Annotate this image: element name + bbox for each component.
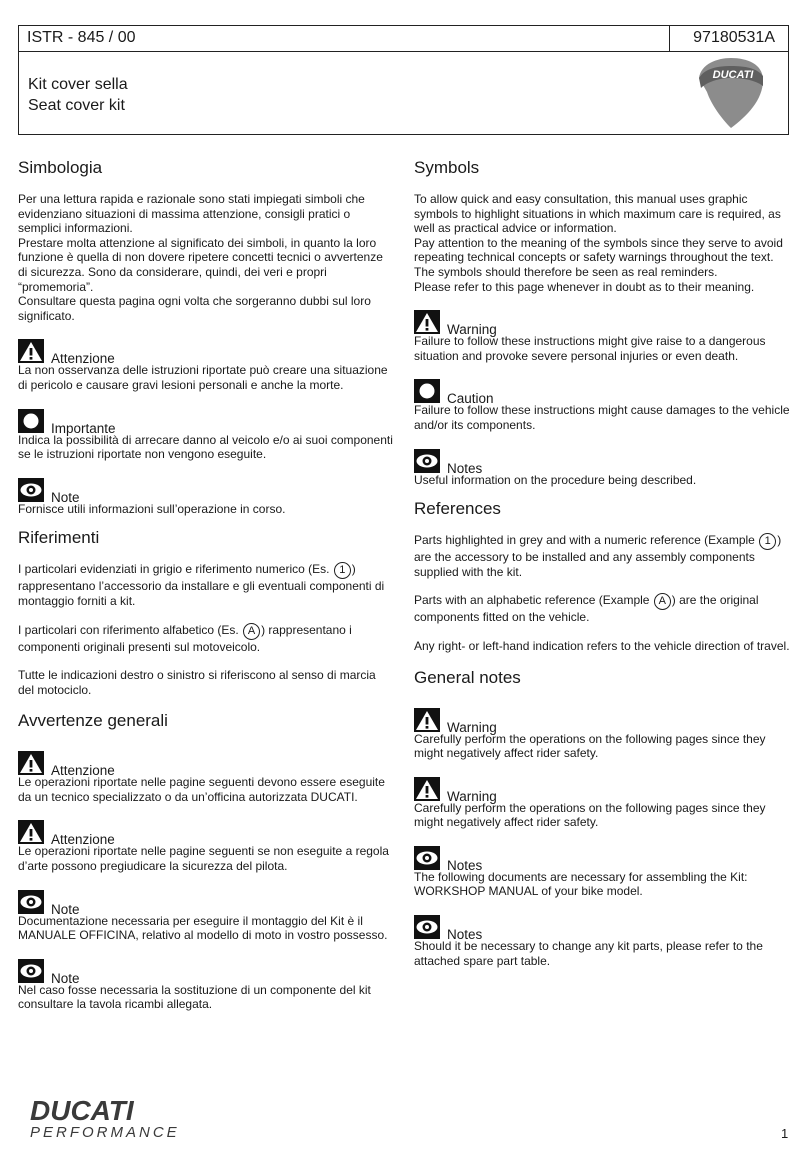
symbol-label: Warning [447, 719, 497, 735]
ducati-shield-logo [695, 56, 767, 128]
warning-icon [18, 339, 44, 363]
eye-icon [18, 959, 44, 983]
symbol-text: Nel caso fosse necessaria la sostituzione di un componente del kit consultare la tavola ricambi allegata. [18, 982, 371, 1012]
paragraph: Parts with an alphabetic reference (Example A ) are the original components fitted on the vehicle. [414, 593, 759, 625]
symbol-block-note [18, 476, 394, 517]
symbol-text: Should it be necessary to change any kit parts, please refer to the attached spare part table. [414, 939, 763, 968]
symbol-label: Attenzione [51, 832, 115, 848]
paragraph: Consultare questa pagina ogni volta che sorgeranno dubbi sul loro significato. [18, 294, 371, 323]
symbol-block-notes [414, 447, 790, 488]
symbol-label: Importante [51, 420, 116, 436]
symbol-block-notes-1 [414, 844, 790, 899]
symbol-block-warning [414, 308, 790, 363]
reference-circle-number: 1 [759, 533, 776, 550]
symbol-text: Documentazione necessaria per eseguire il montaggio del Kit è il MANUALE OFFICINA, relativo al modello di moto in vostro possesso. [18, 913, 388, 943]
footer-brand-text: DUCATI [30, 1095, 134, 1126]
section-title-references: References [414, 499, 501, 519]
reference-circle-letter: A [654, 593, 671, 610]
kit-title-it: Kit cover sella [28, 76, 128, 93]
part-number: 97180531A [693, 29, 775, 46]
paragraph: Pay attention to the meaning of the symbols since they serve to avoid repeating technical concepts or safety warnings throughout the text. The symbols should therefore be seen as real reminders. [414, 235, 783, 279]
symbol-text: Le operazioni riportate nelle pagine seguenti devono essere eseguite da un tecnico specializzato o da un’officina autorizzata DUCATI. [18, 775, 385, 804]
eye-icon [18, 478, 44, 502]
paragraph: I particolari con riferimento alfabetico (Es. A ) rappresentano i componenti originali presenti sul motoveicolo. [18, 622, 352, 654]
symbol-block-note-1 [18, 888, 394, 943]
document-header [18, 25, 789, 135]
symbol-block-attenzione-2 [18, 818, 394, 873]
symbol-text: Indica la possibilità di arrecare danno al veicolo e/o ai suoi componenti se le istruzioni riportate non vengono eseguite. [18, 432, 393, 462]
symbol-text: Failure to follow these instructions might cause damages to the vehicle and/or its components. [414, 403, 790, 432]
symbol-text: Failure to follow these instructions might give raise to a dangerous situation and provoke severe personal injuries or even death. [414, 334, 766, 363]
instruction-code: ISTR - 845 / 00 [27, 29, 136, 46]
kit-title-en: Seat cover kit [28, 97, 125, 114]
symbol-label: Caution [447, 391, 494, 407]
warning-icon [414, 310, 440, 334]
symbol-block-attenzione-1 [18, 749, 394, 804]
paragraph: Parts highlighted in grey and with a numeric reference (Example 1 ) are the accessory to be installed and any assembly components supplied with the kit. [414, 533, 782, 579]
paragraph: I particolari evidenziati in grigio e riferimento numerico (Es. 1 ) rappresentano l’accessorio da installare e gli eventuali componenti di montaggio forniti a kit. [18, 562, 385, 608]
reference-circle-number: 1 [334, 562, 351, 579]
symbol-label: Note [51, 901, 80, 917]
paragraph: Per una lettura rapida e razionale sono stati impiegati simboli che evidenziano situazioni di massima attenzione, consigli pratici o semplici informazioni. [18, 192, 365, 236]
symbol-block-note-2 [18, 957, 394, 1012]
warning-icon [414, 708, 440, 732]
section-title-riferimenti: Riferimenti [18, 528, 100, 548]
paragraph: To allow quick and easy consultation, this manual uses graphic symbols to highlight situations in which maximum care is required, as well as practical advice or information. [414, 192, 781, 236]
symbol-label: Warning [447, 788, 497, 804]
shield-logo-text: DUCATI [712, 69, 754, 81]
eye-icon [414, 915, 440, 939]
symbol-label: Notes [447, 927, 483, 943]
symbol-label: Notes [447, 857, 483, 873]
warning-icon [18, 751, 44, 775]
paragraph: Prestare molta attenzione al significato dei simboli, in quanto la loro funzione è quella di non dovere ripetere concetti tecnici o avvertenze di sicurezza. Sono da considerare, quindi, dei veri e propri “promemoria”. [18, 235, 383, 294]
caution-icon [18, 409, 44, 433]
symbol-text: Fornisce utili informazioni sull’operazione in corso. [18, 501, 286, 516]
symbol-text: Le operazioni riportate nelle pagine seguenti se non eseguite a regola d’arte possono pregiudicare la sicurezza del pilota. [18, 844, 389, 874]
symbol-label: Notes [447, 460, 483, 476]
symbol-text: Carefully perform the operations on the following pages since they might negatively affect rider safety. [414, 800, 766, 830]
reference-circle-letter: A [243, 623, 260, 640]
eye-icon [18, 890, 44, 914]
symbol-block-warning-2 [414, 775, 790, 830]
symbol-text: The following documents are necessary for assembling the Kit: WORKSHOP MANUAL of your bike model. [414, 869, 748, 899]
section-title-avvertenze: Avvertenze generali [18, 711, 168, 731]
symbol-label: Attenzione [51, 763, 115, 779]
symbol-block-notes-2 [414, 913, 790, 968]
symbol-block-attenzione [18, 337, 394, 392]
italian-column [18, 158, 394, 1012]
symbol-label: Note [51, 970, 80, 986]
warning-icon [18, 820, 44, 844]
kit-title [28, 74, 128, 116]
symbol-text: Carefully perform the operations on the following pages since they might negatively affect rider safety. [414, 731, 766, 761]
section-title-symbols: Symbols [414, 158, 480, 177]
ducati-performance-logo [28, 1094, 278, 1140]
header-row [19, 26, 788, 52]
page-number: 1 [781, 1126, 789, 1141]
symbol-label: Warning [447, 322, 497, 338]
part-number-cell [669, 26, 789, 51]
paragraph: Please refer to this page whenever in doubt as to their meaning. [414, 279, 755, 294]
section-title-simbologia: Simbologia [18, 158, 103, 177]
footer-sub-text: PERFORMANCE [30, 1124, 180, 1140]
caution-icon [414, 379, 440, 403]
english-column [414, 158, 790, 968]
symbol-block-caution [414, 377, 790, 432]
symbol-text: Useful information on the procedure being described. [414, 472, 697, 487]
eye-icon [414, 449, 440, 473]
symbol-label: Note [51, 489, 80, 505]
section-title-general-notes: General notes [414, 667, 521, 687]
symbol-block-importante [18, 407, 394, 462]
symbol-block-warning-1 [414, 706, 790, 761]
symbol-text: La non osservanza delle istruzioni riportate può creare una situazione di pericolo e causare gravi lesioni personali e anche la morte. [18, 363, 388, 392]
symbol-label: Attenzione [51, 351, 115, 367]
warning-icon [414, 777, 440, 801]
paragraph: Any right- or left-hand indication refers to the vehicle direction of travel. [414, 638, 790, 653]
paragraph: Tutte le indicazioni destro o sinistro si riferiscono al senso di marcia del motociclo. [18, 668, 376, 697]
eye-icon [414, 846, 440, 870]
